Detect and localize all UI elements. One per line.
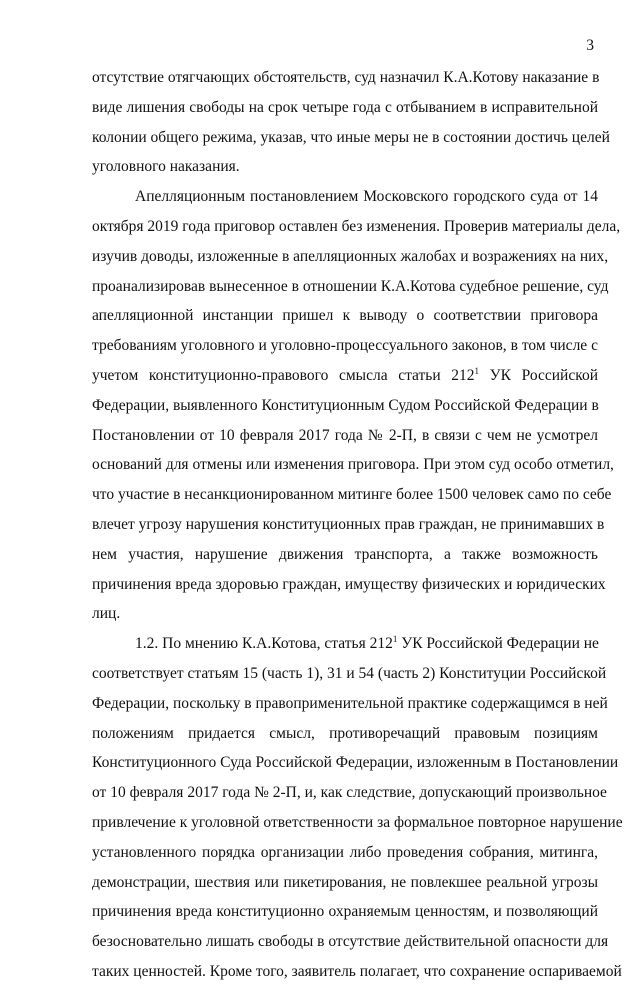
text-line (92, 838, 598, 868)
text-line (92, 570, 606, 600)
text-line-content: апелляционной инстанции пришел к выводу о соответствии приговора (92, 307, 598, 325)
text-line-content: проанализировав вынесенное в отношении К.А.Котова судебное решение, суд (92, 277, 609, 295)
article-superscript: 1 (474, 365, 480, 376)
text-line-content: отсутствие отягчающих обстоятельств, суд назначил К.А.Котову наказание в (92, 69, 600, 86)
text-line-content: учетом конституционно-правового смысла статьи 212 (92, 366, 475, 384)
text-line-continuation: УК Российской (479, 366, 599, 384)
text-line (92, 450, 614, 480)
text-line (92, 659, 607, 689)
text-line (92, 808, 623, 838)
page-number: 3 (586, 37, 594, 54)
text-line-continuation: УК Российской Федерации не (397, 635, 599, 653)
text-line-content: причинения вреда здоровью граждан, имуществу физических и юридических (92, 575, 606, 593)
article-superscript: 1 (392, 633, 398, 644)
text-line (92, 123, 610, 153)
text-line-content: положениям придается смысл, противоречащий правовым позициям (92, 724, 598, 742)
text-line-content: 1.2. По мнению К.А.Котова, статья 212 (135, 635, 393, 653)
text-line (92, 629, 598, 659)
text-line (92, 689, 608, 719)
text-line (92, 599, 598, 629)
text-line-content: влечет угрозу нарушения конституционных прав граждан, не принимавших в (92, 515, 605, 533)
text-line (92, 957, 622, 987)
text-line (92, 778, 607, 808)
text-line-content: лиц. (92, 605, 121, 623)
text-line (92, 212, 621, 242)
text-line-content: Федерации, выявленного Конституционным Судом Российской Федерации в (92, 396, 599, 414)
text-line (92, 391, 598, 421)
text-line-content: виде лишения свободы на срок четыре года с отбыванием в исправительной (92, 98, 598, 116)
text-line-content: установленного порядка организации либо проведения собрания, митинга, (92, 843, 598, 861)
text-line (92, 421, 598, 451)
text-line-content: изучив доводы, изложенные в апелляционных жалобах и возражениях на них, (92, 247, 609, 265)
text-line (92, 927, 609, 957)
text-line-content: таких ценностей. Кроме того, заявитель полагает, что сохранение оспариваемой (92, 962, 622, 980)
text-line (92, 301, 598, 331)
text-line (92, 361, 598, 391)
text-line (92, 242, 609, 272)
text-line (92, 152, 598, 182)
text-line-content: от 10 февраля 2017 года № 2-П, и, как следствие, допускающий произвольное (92, 784, 607, 802)
text-line-content: что участие в несанкционированном митинге более 1500 человек само по себе (92, 486, 612, 504)
text-line-content: Постановлении от 10 февраля 2017 года № 2-П, в связи с чем не усмотрел (92, 426, 598, 444)
text-line-content: Конституционного Суда Российской Федерации, изложенным в Постановлении (92, 754, 619, 772)
text-line-content: привлечение к уголовной ответственности за формальное повторное нарушение (92, 813, 623, 831)
text-line-content: октября 2019 года приговор оставлен без изменения. Проверив материалы дела, (92, 217, 621, 235)
text-line (92, 480, 612, 510)
text-line-content: безосновательно лишать свободы в отсутствие действительной опасности для (92, 933, 609, 951)
text-line (92, 897, 598, 927)
text-line-content: оснований для отмены или изменения приговора. При этом суд особо отметил, (92, 456, 614, 474)
text-line (92, 93, 598, 123)
text-line (92, 272, 609, 302)
text-line-content: демонстрации, шествия или пикетирования, не повлекшее реальной угрозы (92, 873, 598, 891)
text-line (92, 540, 598, 570)
text-line (92, 510, 605, 540)
document-body (92, 63, 623, 987)
text-line (92, 63, 598, 93)
text-line-content: соответствует статьям 15 (часть 1), 31 и 54 (часть 2) Конституции Российской (92, 664, 607, 682)
text-line (92, 182, 598, 212)
text-line-content: требованиям уголовного и уголовно-процессуального законов, в том числе с (92, 337, 598, 355)
text-line-content: причинения вреда конституционно охраняемым ценностям, и позволяющий (92, 903, 598, 921)
text-line-content: Федерации, поскольку в правоприменительной практике содержащимся в ней (92, 694, 608, 712)
text-line-content: Апелляционным постановлением Московского городского суда от 14 (135, 188, 598, 206)
text-line (92, 868, 598, 898)
text-line-content: уголовного наказания. (92, 158, 240, 176)
text-line-content: нем участия, нарушение движения транспорта, а также возможность (92, 545, 598, 563)
text-line (92, 719, 598, 749)
text-line (92, 331, 598, 361)
text-line-content: колонии общего режима, указав, что иные меры не в состоянии достичь целей (92, 128, 610, 146)
text-line (92, 748, 619, 778)
